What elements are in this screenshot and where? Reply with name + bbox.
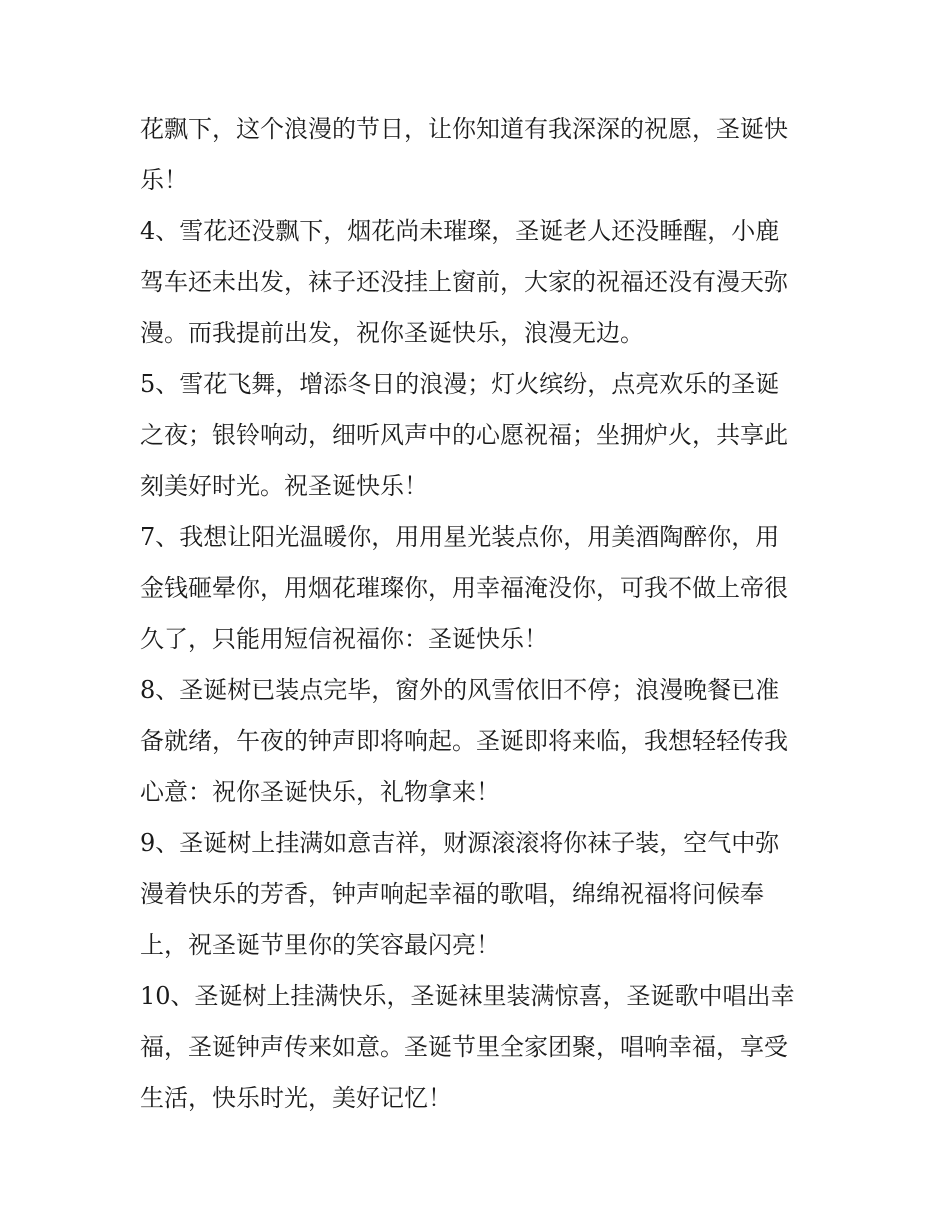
text-line: 金钱砸晕你，用烟花璀璨你，用幸福淹没你，可我不做上帝很	[140, 574, 788, 602]
text-line: 生活，快乐时光，美好记忆！	[140, 1084, 452, 1112]
text-line: 驾车还未出发，袜子还没挂上窗前，大家的祝福还没有漫天弥	[140, 268, 788, 296]
document-body	[140, 104, 820, 1124]
text-line: 之夜；银铃响动，细听风声中的心愿祝福；坐拥炉火，共享此	[140, 421, 788, 449]
text-line: 漫。而我提前出发，祝你圣诞快乐，浪漫无边。	[140, 319, 644, 347]
text-line: 刻美好时光。祝圣诞快乐！	[140, 472, 428, 500]
text-line: 久了，只能用短信祝福你：圣诞快乐！	[140, 625, 548, 653]
text-line: 乐！	[140, 166, 188, 194]
text-line: 8、圣诞树已装点完毕，窗外的风雪依旧不停；浪漫晚餐已准	[140, 676, 780, 704]
text-line: 花飘下，这个浪漫的节日，让你知道有我深深的祝愿，圣诞快	[140, 115, 788, 143]
text-line: 10、圣诞树上挂满快乐，圣诞袜里装满惊喜，圣诞歌中唱出幸	[140, 982, 795, 1010]
text-line: 5、雪花飞舞，增添冬日的浪漫；灯火缤纷，点亮欢乐的圣诞	[140, 370, 780, 398]
text-line: 4、雪花还没飘下，烟花尚未璀璨，圣诞老人还没睡醒，小鹿	[140, 217, 780, 245]
text-line: 上，祝圣诞节里你的笑容最闪亮！	[140, 931, 500, 959]
text-line: 备就绪，午夜的钟声即将响起。圣诞即将来临，我想轻轻传我	[140, 727, 788, 755]
text-line: 7、我想让阳光温暖你，用用星光装点你，用美酒陶醉你，用	[140, 523, 780, 551]
text-line: 心意：祝你圣诞快乐，礼物拿来！	[140, 778, 500, 806]
text-line: 漫着快乐的芳香，钟声响起幸福的歌唱，绵绵祝福将问候奉	[140, 880, 764, 908]
text-line: 福，圣诞钟声传来如意。圣诞节里全家团聚，唱响幸福，享受	[140, 1033, 788, 1061]
text-line: 9、圣诞树上挂满如意吉祥，财源滚滚将你袜子装，空气中弥	[140, 829, 780, 857]
